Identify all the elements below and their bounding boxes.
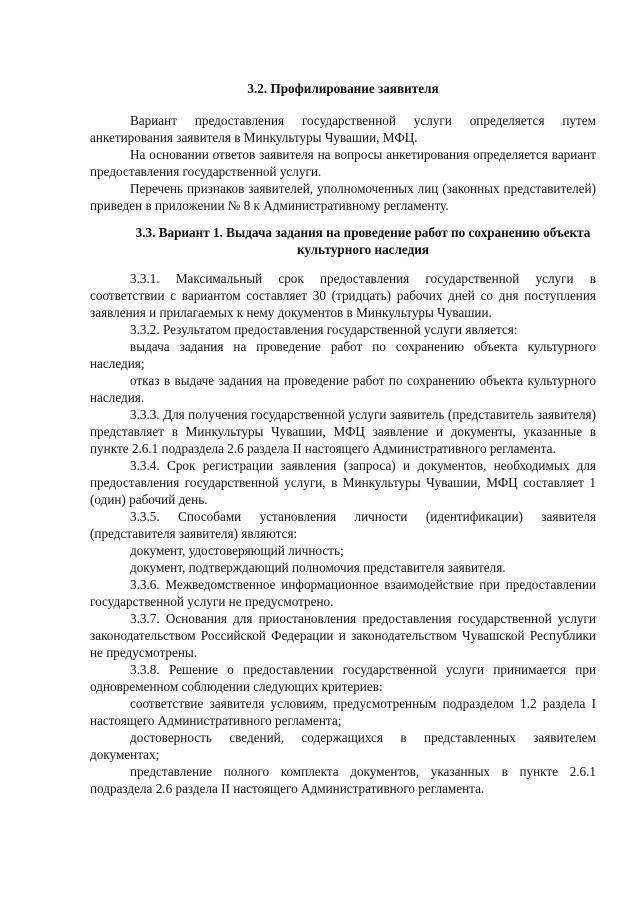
paragraph: достоверность сведений, содержащихся в представленных заявителем документах; (90, 730, 596, 762)
paragraph: документ, удостоверяющий личность; (130, 543, 344, 558)
paragraph: отказ в выдаче задания на проведение работ по сохранению объекта культурного наследия. (90, 373, 596, 405)
paragraph: 3.3.8. Решение о предоставлении государственной услуги принимается при одновременном соблюдении следующих критериев: (90, 662, 596, 694)
paragraph: 3.3.4. Срок регистрации заявления (запроса) и документов, необходимых для предоставления государственной услуги, в Минкультуры Чувашии, МФЦ составляет 1 (один) рабочий день. (90, 458, 596, 507)
paragraph: представление полного комплекта документов, указанных в пункте 2.6.1 подраздела 2.6 раздела II настоящего Административного регламента. (90, 764, 596, 796)
section-3-2-body (90, 112, 596, 214)
paragraph: Вариант предоставления государственной услуги определяется путем анкетирования заявителя в Минкультуры Чувашии, МФЦ. (90, 113, 596, 145)
paragraph: 3.3.7. Основания для приостановления предоставления государственной услуги законодательством Российской Федерации и законодательством Чувашской Республики не предусмотрены. (90, 611, 596, 660)
paragraph: 3.3.1. Максимальный срок предоставления государственной услуги в соответствии с вариантом составляет 30 (тридцать) рабочих дней со дня поступления заявления и прилагаемых к нему документов в Минкультуры Чувашии. (90, 271, 596, 320)
paragraph: Перечень признаков заявителей, уполномоченных лиц (законных представителей) приведен в приложении № 8 к Административному регламенту. (90, 181, 596, 213)
paragraph: 3.3.6. Межведомственное информационное взаимодействие при предоставлении государственной услуги не предусмотрено. (90, 577, 596, 609)
paragraph: На основании ответов заявителя на вопросы анкетирования определяется вариант предоставления государственной услуги. (90, 147, 596, 179)
paragraph: 3.3.5. Способами установления личности (идентификации) заявителя (представителя заявителя) являются: (90, 509, 596, 541)
paragraph: выдача задания на проведение работ по сохранению объекта культурного наследия; (90, 339, 596, 371)
paragraph: 3.3.3. Для получения государственной услуги заявитель (представитель заявителя) представляет в Минкультуры Чувашии, МФЦ заявление и документы, указанные в пункте 2.6.1 подраздела 2.6 раздела II настоящего Административного регламента. (90, 407, 596, 456)
paragraph: 3.3.2. Результатом предоставления государственной услуги является: (130, 322, 518, 337)
paragraph: документ, подтверждающий полномочия представителя заявителя. (130, 560, 506, 575)
section-3-3-body (90, 270, 596, 797)
section-3-2-heading: 3.2. Профилирование заявителя (247, 81, 439, 96)
paragraph: соответствие заявителя условиям, предусмотренным подразделом 1.2 раздела I настоящего Административного регламента; (90, 696, 596, 728)
section-3-3-heading: 3.3. Вариант 1. Выдача задания на проведение работ по сохранению объекта культурного наследия (135, 225, 591, 257)
